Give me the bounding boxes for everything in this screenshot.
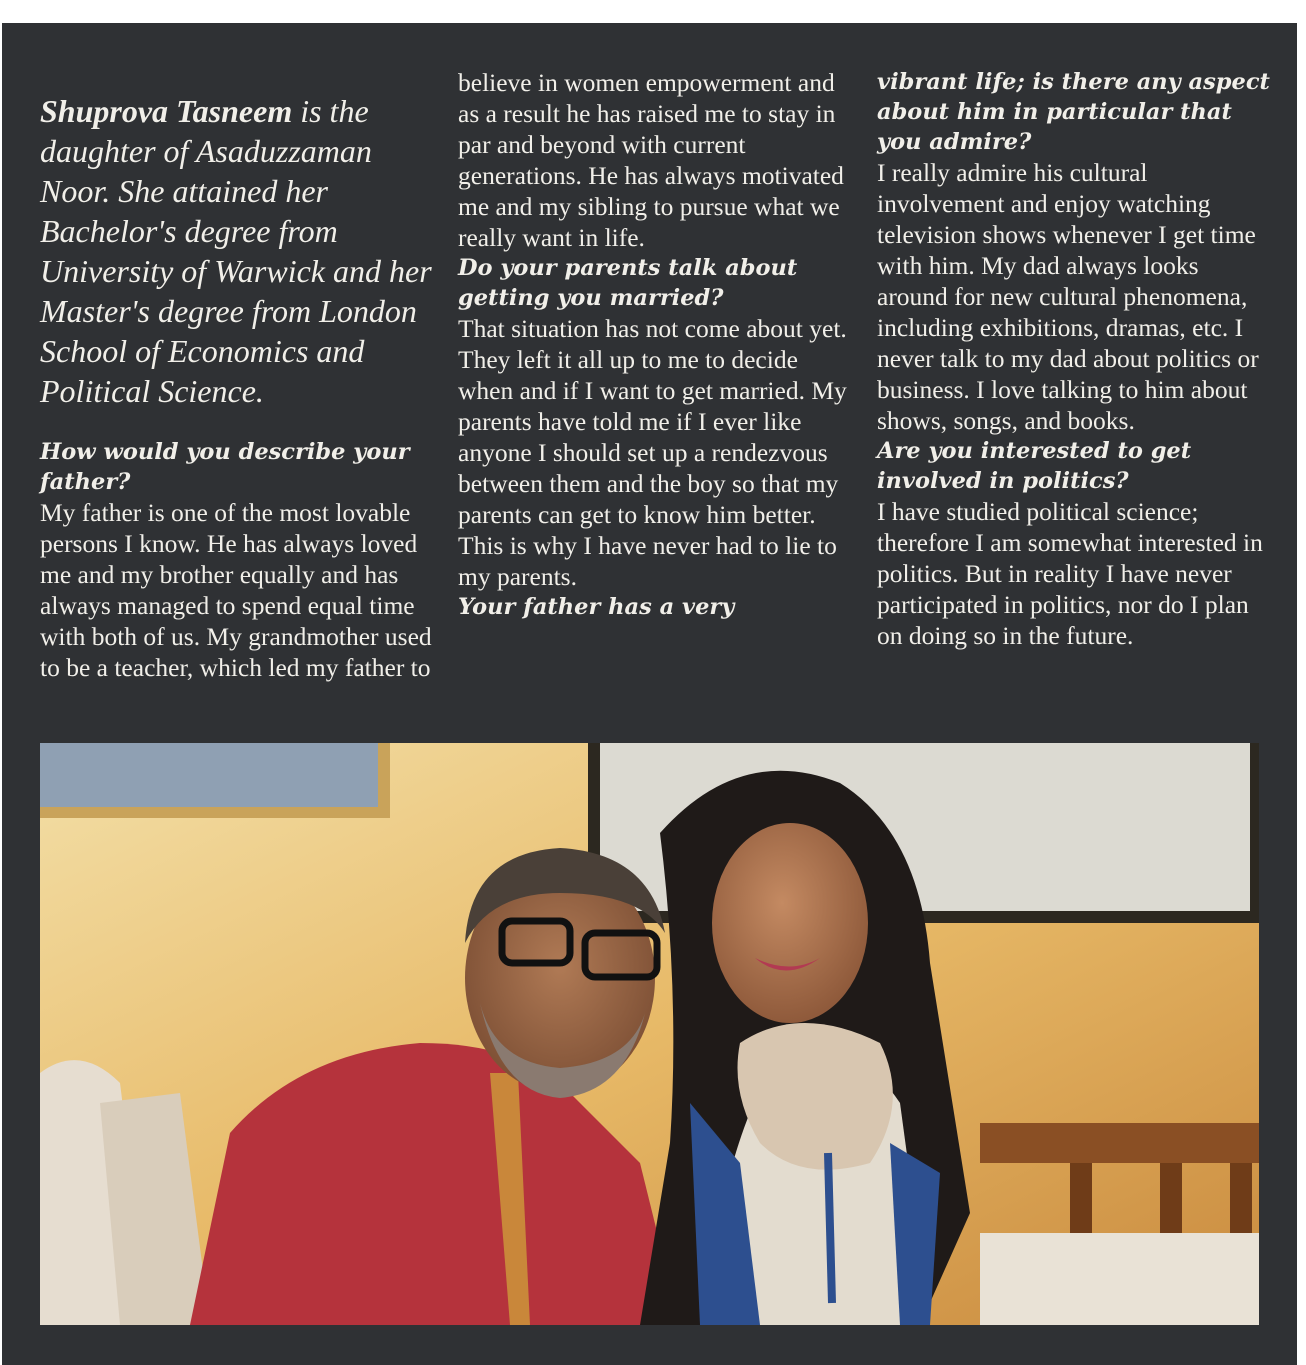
- question-3-part-2: vibrant life; is there any aspect about him in particular that you admire?: [877, 69, 1270, 155]
- intro-name: Shuprova Tasneem: [40, 93, 293, 129]
- intro-paragraph: [40, 91, 440, 411]
- answer-3: I really admire his cultural involvement and enjoy watching television shows whenever I get time with him. My dad always looks around for new cultural phenomena, including exhibitions, dramas, etc. I never talk to my dad about politics or business. I love talking to him about shows, songs, and books.: [877, 158, 1259, 435]
- article-photo: [40, 743, 1259, 1325]
- photo-illustration: [40, 743, 1259, 1325]
- question-3-part-1: Your father has a very: [458, 594, 735, 620]
- column-1: [40, 91, 440, 683]
- question-2: Do your parents talk about getting you married?: [458, 255, 798, 311]
- wood-baluster: [1230, 1163, 1252, 1233]
- intro-text: is the daughter of Asaduzzaman Noor. She attained her Bachelor's degree from University of Warwick and her Master's degree from London School of Economics and Political Science.: [40, 93, 432, 409]
- woman-face: [712, 823, 868, 1023]
- answer-1-part-1: My father is one of the most lovable persons I know. He has always loved me and my brother equally and has always managed to spend equal time with both of us. My grandmother used to be a teacher, which led my father to: [40, 498, 432, 682]
- question-4: Are you interested to get involved in politics?: [877, 438, 1192, 494]
- left-frame-glass: [40, 743, 378, 807]
- column-3: [877, 67, 1275, 651]
- sofa-cushion-right: [980, 1233, 1259, 1325]
- answer-1-part-2: believe in women empowerment and as a result he has raised me to stay in par and beyond with current generations. He has always motivated me and my sibling to pursue what we really want in life.: [458, 68, 844, 252]
- wood-baluster: [1070, 1163, 1092, 1233]
- column-2: [458, 67, 856, 622]
- answer-2: That situation has not come about yet. They left it all up to me to decide when and if I want to get married. My parents have told me if I ever like anyone I should set up a rendezvous between them and the boy so that my parents can get to know him better. This is why I have never had to lie to my parents.: [458, 314, 847, 591]
- question-1: How would you describe your father?: [40, 439, 410, 495]
- wood-baluster: [1160, 1163, 1182, 1233]
- answer-4: I have studied political science; therefore I am somewhat interested in politics. But in reality I have never participated in politics, nor do I plan on doing so in the future.: [877, 497, 1263, 650]
- woman-top-placket: [828, 1153, 832, 1303]
- wood-rail: [980, 1123, 1259, 1163]
